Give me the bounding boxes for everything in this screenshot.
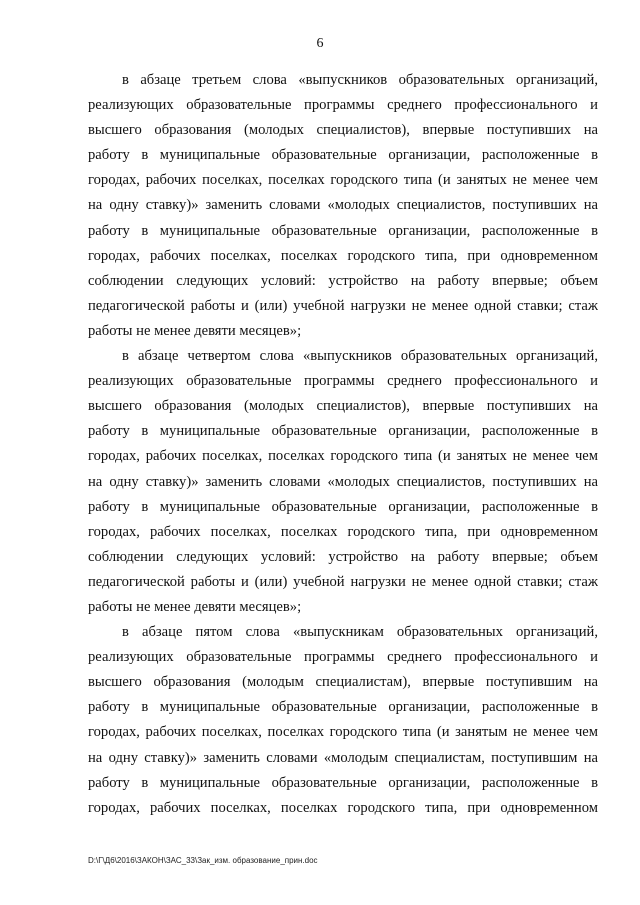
file-path-footer: D:\Г\Д6\2016\ЗАКОН\ЗАС_33\Зак_изм. образование_прин.doc [88,856,318,865]
text-line: работы не менее девяти месяцев»; [88,598,302,615]
page-number: 6 [316,36,324,51]
text-line: реализующих образовательные программы среднего профессионального и [88,373,598,390]
text-line: работу в муниципальные образовательные организации, расположенные в [88,222,598,239]
text-line: работу в муниципальные образовательные организации, расположенные в [88,147,598,164]
text-line: работу в муниципальные образовательные организации, расположенные в [88,498,598,515]
text-line: педагогической работы и (или) учебной нагрузки не менее одной ставки; стаж [88,297,598,314]
text-line: на одну ставку)» заменить словами «молодых специалистов, поступивших на [88,197,598,214]
text-line: высшего образования (молодым специалистам), впервые поступившим на [88,674,598,691]
text-line: городах, рабочих поселках, поселках городского типа, при одновременном [88,523,598,540]
text-line: на одну ставку)» заменить словами «молодых специалистов, поступивших на [88,473,598,490]
text-line: реализующих образовательные программы среднего профессионального и [88,97,598,114]
paragraph-1 [88,68,598,344]
text-line: работу в муниципальные образовательные организации, расположенные в [88,423,598,440]
text-line: работы не менее девяти месяцев»; [88,322,302,339]
text-line: на одну ставку)» заменить словами «молодым специалистам, поступившим на [88,749,598,766]
text-line: работу в муниципальные образовательные организации, расположенные в [88,699,598,716]
text-line: городах, рабочих поселках, поселках городского типа, при одновременном [88,799,598,816]
text-line: городах, рабочих поселках, поселках городского типа, при одновременном [88,247,598,264]
text-line: в абзаце пятом слова «выпускникам образовательных организаций, [122,624,598,641]
text-line: городах, рабочих поселках, поселках городского типа (и занятым не менее чем [88,724,598,741]
document-body [88,68,598,821]
text-line: высшего образования (молодых специалистов), впервые поступивших на [88,122,598,139]
text-line: городах, рабочих поселках, поселках городского типа (и занятых не менее чем [88,448,598,465]
text-line: реализующих образовательные программы среднего профессионального и [88,649,598,666]
text-line: высшего образования (молодых специалистов), впервые поступивших на [88,398,598,415]
text-line: городах, рабочих поселках, поселках городского типа (и занятых не менее чем [88,172,598,189]
text-line: педагогической работы и (или) учебной нагрузки не менее одной ставки; стаж [88,573,598,590]
paragraph-3 [88,620,598,821]
text-line: в абзаце третьем слова «выпускников образовательных организаций, [122,72,598,88]
text-line: работу в муниципальные образовательные организации, расположенные в [88,774,598,791]
text-line: в абзаце четвертом слова «выпускников образовательных организаций, [122,348,598,365]
text-line: соблюдении следующих условий: устройство на работу впервые; объем [88,548,598,565]
text-line: соблюдении следующих условий: устройство на работу впервые; объем [88,272,598,289]
paragraph-2 [88,344,598,620]
